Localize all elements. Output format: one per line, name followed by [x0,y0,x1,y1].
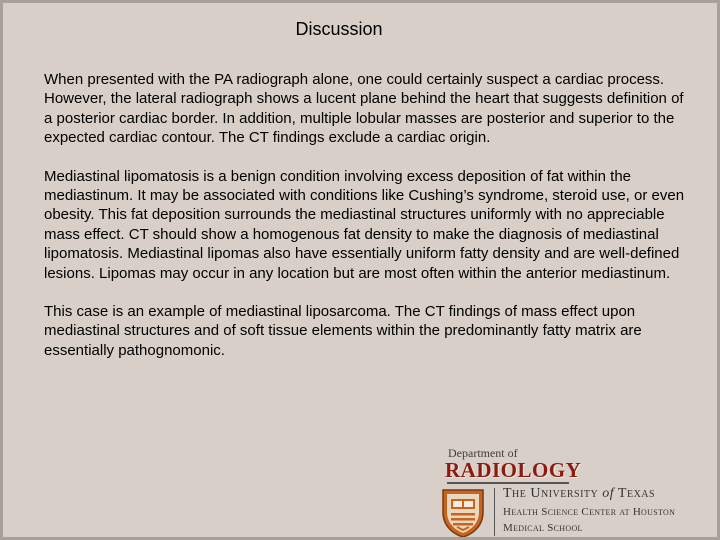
logo-university-of: of [602,486,615,501]
paragraph-3: This case is an example of mediastinal liposarcoma. The CT findings of mass effect upon mediastinal structures and of soft tissue elements within the predominantly fatty matrix are essentially pathognomonic. [44,303,642,359]
logo-vertical-divider [494,488,495,536]
logo-divider [447,482,569,484]
logo-health-center: Health Science Center at Houston [503,506,676,518]
slide-body [44,70,689,360]
ut-seal-icon [437,486,489,538]
paragraph-1: When presented with the PA radiograph alone, one could certainly suspect a cardiac process. However, the lateral radiograph shows a lucent plane behind the heart that suggests definition of a posterior cardiac border. In addition, multiple lobular masses are posterior and superior to the expected cardiac contour. The CT findings exclude a cardiac origin. [44,71,684,147]
slide-title: Discussion [295,19,383,39]
logo-radiology-text: RADIOLOGY [445,458,582,482]
logo-medical-school: Medical School [503,522,583,534]
logo-university-part-b: Texas [614,486,656,501]
logo-department-text: Department of [448,446,518,460]
logo-university-part-a: The University [503,486,603,501]
paragraph-2: Mediastinal lipomatosis is a benign condition involving excess deposition of fat within the mediastinum. It may be associated with conditions like Cushing’s syndrome, steroid use, or even obesity. This fat deposition surrounds the mediastinal structures uniformly with no appreciable mass effect. CT should show a homogenous fat density to make the diagnosis of mediastinal lipomatosis. Mediastinal lipomas also have essentially uniform fatty density and are well-defined lesions. Lipomas may occur in any location but are most often within the anterior mediastinum. [44,167,685,282]
department-logo [435,446,705,538]
logo-university-name [503,486,655,502]
